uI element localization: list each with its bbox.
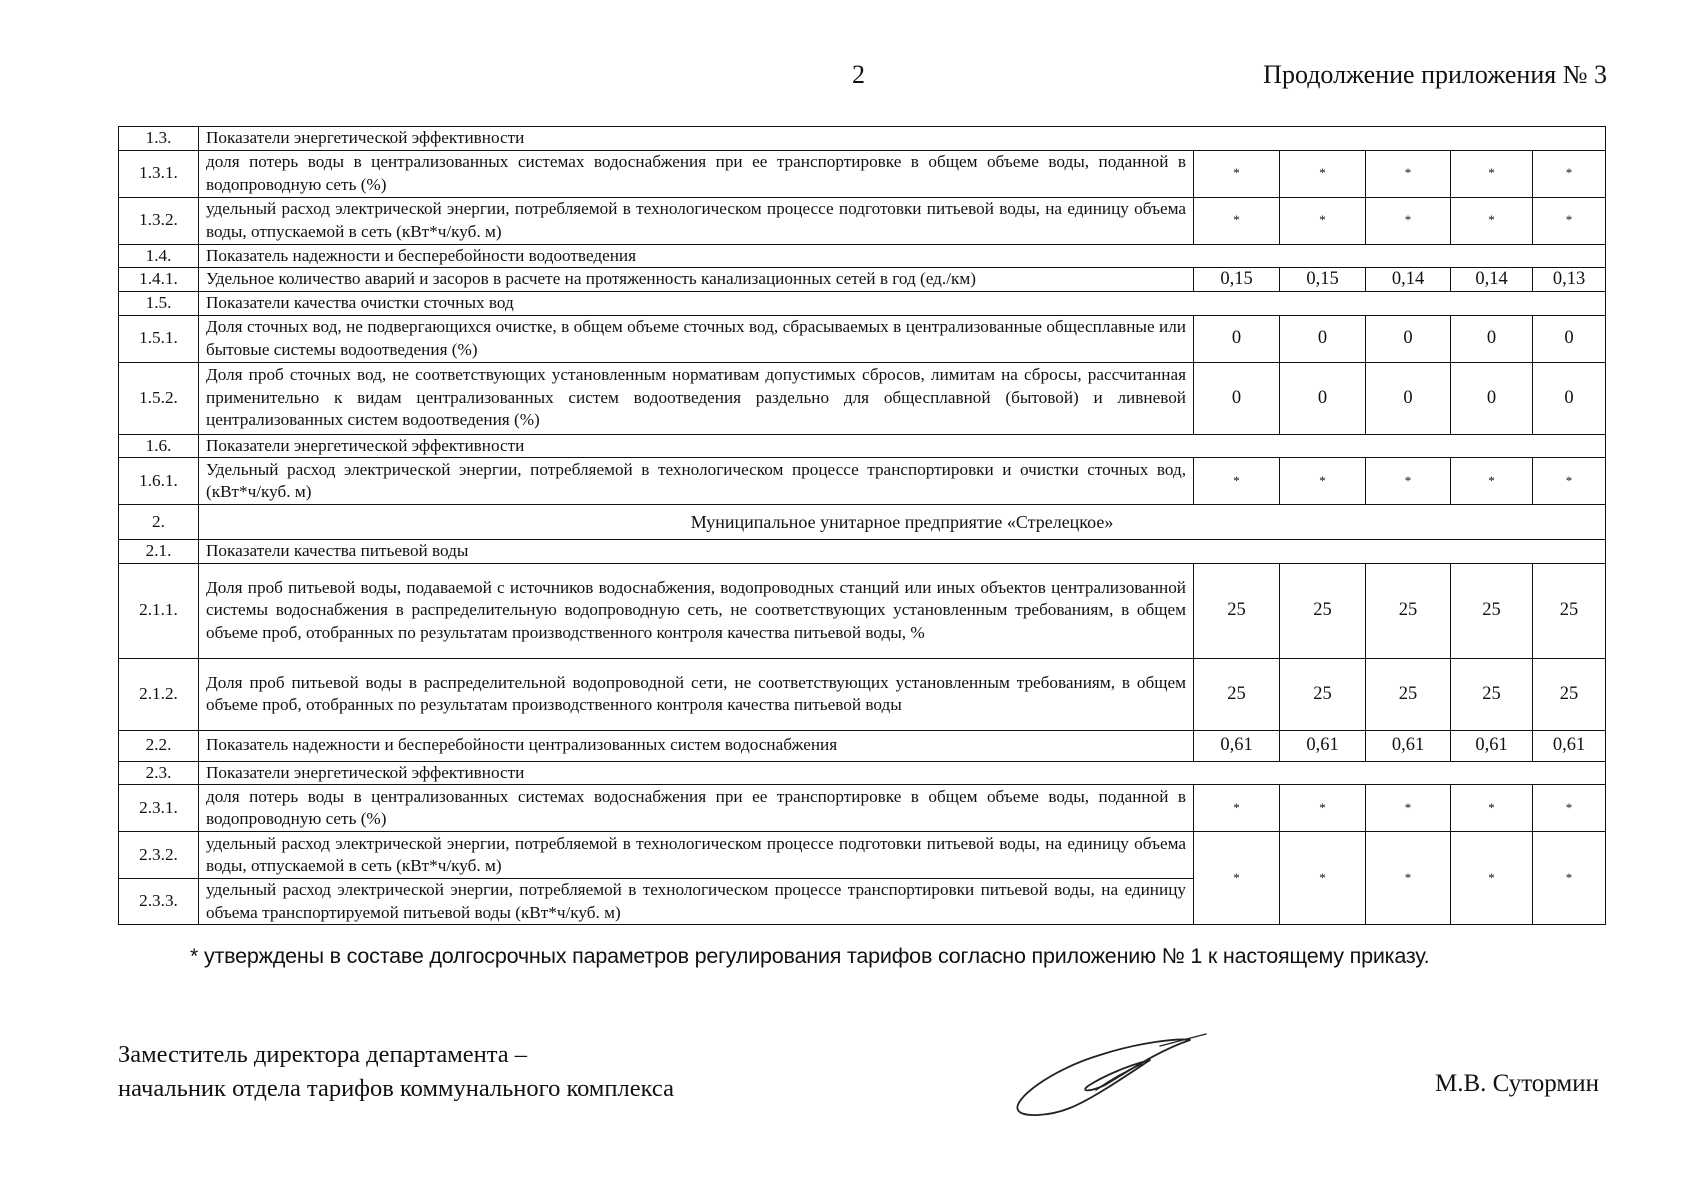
signatory-title-line-2: начальник отдела тарифов коммунального комплекса — [118, 1075, 674, 1102]
value-cell: 0 — [1451, 362, 1533, 434]
row-number: 2.2. — [119, 730, 199, 761]
signatory-title-line-1: Заместитель директора департамента – — [118, 1041, 527, 1068]
value-cell: 0,15 — [1280, 268, 1366, 292]
value-cell: * — [1194, 832, 1280, 925]
value-cell: * — [1280, 150, 1366, 197]
value-cell: * — [1366, 197, 1451, 244]
value-cell: 0 — [1280, 315, 1366, 362]
section-title: Показатели энергетической эффективности — [199, 127, 1606, 151]
row-number: 1.5.1. — [119, 315, 199, 362]
value-cell: * — [1366, 832, 1451, 925]
row-number: 2.1. — [119, 540, 199, 564]
indicator-name: Показатель надежности и бесперебойности централизованных систем водоснабжения — [199, 730, 1194, 761]
row-number: 2.3.3. — [119, 879, 199, 925]
row-number: 1.6. — [119, 434, 199, 458]
value-cell: * — [1194, 197, 1280, 244]
indicator-name: Доля сточных вод, не подвергающихся очистке, в общем объеме сточных вод, сбрасываемых в централизованные общесплавные или бытовые системы водоотведения (%) — [199, 315, 1194, 362]
value-cell: * — [1366, 458, 1451, 505]
value-cell: * — [1533, 197, 1606, 244]
value-cell: * — [1194, 458, 1280, 505]
table-row — [119, 244, 1606, 268]
indicators-table — [118, 126, 1606, 925]
row-number: 1.3.2. — [119, 197, 199, 244]
value-cell: 0 — [1533, 362, 1606, 434]
indicator-name: Доля проб сточных вод, не соответствующих установленным нормативам допустимых сбросов, лимитам на сбросы, рассчитанная применительно к видам централизованных систем водоотведения раздельно для общесплавной (бытовой) и ливневой централизованных систем водоотведения (%) — [199, 362, 1194, 434]
value-cell: 25 — [1451, 563, 1533, 658]
row-number: 2. — [119, 505, 199, 540]
value-cell: * — [1280, 458, 1366, 505]
appendix-continuation-header: Продолжение приложения № 3 — [1263, 60, 1607, 89]
indicator-name: удельный расход электрической энергии, потребляемой в технологическом процессе транспортировки питьевой воды, на единицу объема транспортируемой питьевой воды (кВт*ч/куб. м) — [199, 879, 1194, 925]
value-cell: 25 — [1451, 658, 1533, 730]
value-cell: 25 — [1194, 658, 1280, 730]
organization-name: Муниципальное унитарное предприятие «Стрелецкое» — [199, 505, 1606, 540]
value-cell: 25 — [1280, 658, 1366, 730]
indicator-name: Доля проб питьевой воды, подаваемой с источников водоснабжения, водопроводных станций или иных объектов централизованной системы водоснабжения в распределительную водопроводную сеть, не соответствующих установленным требованиям, в общем объеме проб, отобранных по результатам производственного контроля качества питьевой воды, % — [199, 563, 1194, 658]
value-cell: * — [1533, 458, 1606, 505]
signatory-name: М.В. Сутормин — [1434, 1070, 1599, 1097]
value-cell: * — [1451, 832, 1533, 925]
value-cell: 0 — [1194, 362, 1280, 434]
table-row — [119, 292, 1606, 316]
section-title: Показатели качества очистки сточных вод — [199, 292, 1606, 316]
value-cell: 0 — [1366, 362, 1451, 434]
value-cell: * — [1451, 785, 1533, 832]
signatory-title — [118, 1038, 674, 1106]
value-cell: 0,61 — [1533, 730, 1606, 761]
indicator-name: Удельный расход электрической энергии, потребляемой в технологическом процессе транспортировки и очистки сточных вод, (кВт*ч/куб. м) — [199, 458, 1194, 505]
row-number: 1.3.1. — [119, 150, 199, 197]
value-cell: 25 — [1366, 658, 1451, 730]
row-number: 1.5. — [119, 292, 199, 316]
table-row — [119, 434, 1606, 458]
section-title: Показатели качества питьевой воды — [199, 540, 1606, 564]
value-cell: * — [1451, 458, 1533, 505]
table-row — [119, 540, 1606, 564]
indicator-name: удельный расход электрической энергии, потребляемой в технологическом процессе подготовки питьевой воды, на единицу объема воды, отпускаемой в сеть (кВт*ч/куб. м) — [199, 832, 1194, 879]
value-cell: * — [1451, 150, 1533, 197]
value-cell: 0,61 — [1451, 730, 1533, 761]
table-row — [119, 458, 1606, 505]
table-row — [119, 563, 1606, 658]
row-number: 1.5.2. — [119, 362, 199, 434]
value-cell: * — [1533, 832, 1606, 925]
value-cell: 25 — [1533, 563, 1606, 658]
table-row — [119, 658, 1606, 730]
value-cell: * — [1194, 785, 1280, 832]
value-cell: 0 — [1451, 315, 1533, 362]
value-cell: 0 — [1194, 315, 1280, 362]
table-row — [119, 785, 1606, 832]
value-cell: 25 — [1280, 563, 1366, 658]
table-row — [119, 730, 1606, 761]
value-cell: 25 — [1194, 563, 1280, 658]
table-row — [119, 127, 1606, 151]
row-number: 2.1.2. — [119, 658, 199, 730]
table-row — [119, 362, 1606, 434]
indicator-name: удельный расход электрической энергии, потребляемой в технологическом процессе подготовки питьевой воды, на единицу объема воды, отпускаемой в сеть (кВт*ч/куб. м) — [199, 197, 1194, 244]
value-cell: 0 — [1280, 362, 1366, 434]
section-title: Показатели энергетической эффективности — [199, 761, 1606, 785]
value-cell: * — [1194, 150, 1280, 197]
indicator-name: Доля проб питьевой воды в распределительной водопроводной сети, не соответствующих установленным требованиям, в общем объеме проб, отобранных по результатам производственного контроля качества питьевой воды — [199, 658, 1194, 730]
value-cell: * — [1533, 150, 1606, 197]
row-number: 2.1.1. — [119, 563, 199, 658]
value-cell: 0,61 — [1194, 730, 1280, 761]
section-title: Показатель надежности и бесперебойности водоотведения — [199, 244, 1606, 268]
value-cell: * — [1533, 785, 1606, 832]
value-cell: 25 — [1366, 563, 1451, 658]
row-number: 1.4. — [119, 244, 199, 268]
indicator-name: доля потерь воды в централизованных системах водоснабжения при ее транспортировке в общем объеме воды, поданной в водопроводную сеть (%) — [199, 785, 1194, 832]
value-cell: * — [1280, 197, 1366, 244]
value-cell: 25 — [1533, 658, 1606, 730]
table-row — [119, 197, 1606, 244]
value-cell: 0,15 — [1194, 268, 1280, 292]
indicator-name: Удельное количество аварий и засоров в расчете на протяженность канализационных сетей в год (ед./км) — [199, 268, 1194, 292]
value-cell: * — [1280, 785, 1366, 832]
value-cell: 0,14 — [1366, 268, 1451, 292]
table-row — [119, 832, 1606, 879]
value-cell: 0,61 — [1280, 730, 1366, 761]
row-number: 2.3.1. — [119, 785, 199, 832]
row-number: 1.4.1. — [119, 268, 199, 292]
table-row — [119, 761, 1606, 785]
section-title: Показатели энергетической эффективности — [199, 434, 1606, 458]
table-row — [119, 150, 1606, 197]
handwritten-signature — [1010, 1030, 1210, 1120]
table-row — [119, 315, 1606, 362]
value-cell: 0,14 — [1451, 268, 1533, 292]
value-cell: 0 — [1366, 315, 1451, 362]
row-number: 2.3.2. — [119, 832, 199, 879]
value-cell: * — [1451, 197, 1533, 244]
footnote: * утверждены в составе долгосрочных параметров регулирования тарифов согласно приложению № 1 к настоящему приказу. — [190, 944, 1430, 968]
row-number: 1.3. — [119, 127, 199, 151]
value-cell: * — [1366, 785, 1451, 832]
value-cell: * — [1366, 150, 1451, 197]
value-cell: * — [1280, 832, 1366, 925]
row-number: 2.3. — [119, 761, 199, 785]
value-cell: 0,61 — [1366, 730, 1451, 761]
value-cell: 0 — [1533, 315, 1606, 362]
value-cell: 0,13 — [1533, 268, 1606, 292]
indicator-name: доля потерь воды в централизованных системах водоснабжения при ее транспортировке в общем объеме воды, поданной в водопроводную сеть (%) — [199, 150, 1194, 197]
page-number: 2 — [852, 60, 865, 89]
table-row — [119, 268, 1606, 292]
table-row — [119, 505, 1606, 540]
row-number: 1.6.1. — [119, 458, 199, 505]
